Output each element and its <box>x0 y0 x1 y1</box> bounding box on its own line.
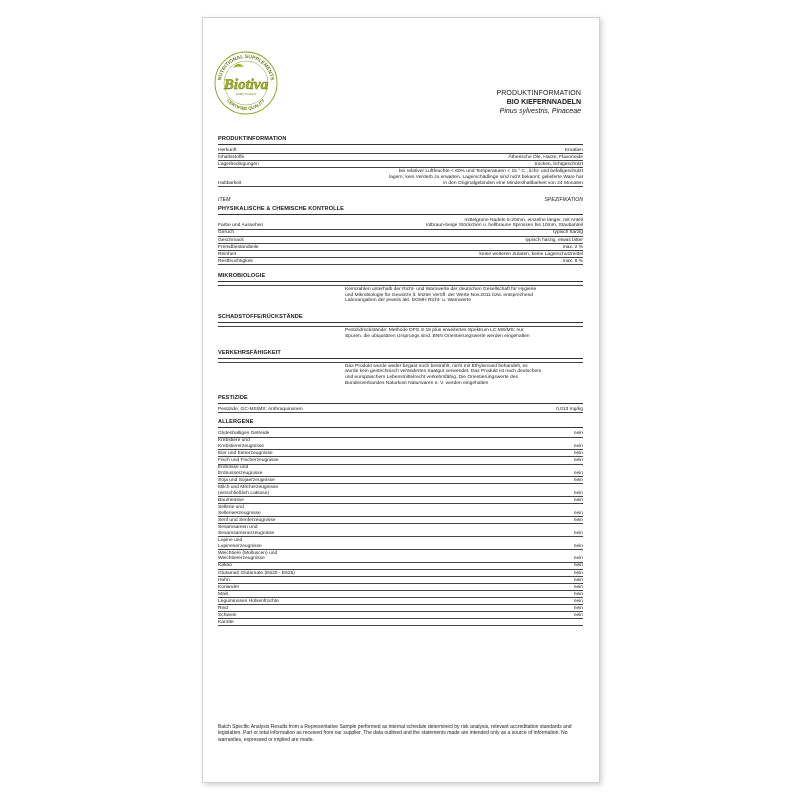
row-label: Schwein <box>218 613 237 619</box>
row-rule-left <box>218 625 346 626</box>
text-line: Erdnüsse und <box>218 465 249 471</box>
row-label: Inhaltsstoffe <box>218 154 245 160</box>
row-label <box>218 465 340 476</box>
section-title-schadstoffe: SCHADSTOFFE/RÜCKSTÄNDE <box>218 313 583 323</box>
row-label: Glutenhaltiges Getreide <box>218 431 270 437</box>
table-row <box>218 591 583 598</box>
row-label: Herkunft <box>218 147 237 153</box>
row-label <box>218 438 340 449</box>
table-row <box>218 161 583 168</box>
row-label: Leguminosen Hülsenfrüchte <box>218 598 279 604</box>
row-value: nein <box>573 490 583 496</box>
table-row <box>218 537 583 550</box>
paragraph-block <box>218 325 583 342</box>
doc-type: PRODUKTINFORMATION <box>496 90 581 97</box>
table-row <box>218 504 583 517</box>
text-line: Milch und Milcherzeugnisse <box>218 485 279 491</box>
row-label: Restfeuchtigkeit <box>218 258 253 264</box>
product-name: BIO KIEFERNNADELN <box>506 98 581 106</box>
row-value: typisch harzig <box>553 230 583 236</box>
row-value: nein <box>573 584 583 590</box>
table-row <box>218 497 583 504</box>
text-line: und Mikrobiologie für Gewürze lt. letzter Veröff. der Werte Nov.2011 bzw. entsprechend <box>345 292 534 298</box>
table-row <box>218 570 583 577</box>
table-row <box>218 438 583 451</box>
row-value: nein <box>573 517 583 523</box>
row-value: nein <box>573 444 583 450</box>
row-value: nein <box>573 451 583 457</box>
disclaimer: Batch Specific Analysis Results from a Representative Sample performed as internal schedule determined by risk analysis, relevant accreditation standards and legislation. Part or total information as received from our supplier. The data outlined and the statements made are intended only as a source of information. No warranties, expressed or implied are made. <box>218 724 572 743</box>
document-header <box>496 90 581 116</box>
table-row <box>218 598 583 605</box>
table-row <box>218 477 583 484</box>
section-title-pestizide: PESTIZIDE <box>218 394 583 404</box>
text-line: Das Produkt wurde weder begast noch bestrahlt, nicht mit Ethylenoxid behandelt, es <box>345 363 528 369</box>
section-title-verkehr: VERKEHRSFÄHIGKEIT <box>218 349 583 359</box>
item-header: ITEM <box>218 196 231 203</box>
logo-ring-bottom: CERTIFIED QUALITY <box>226 97 266 112</box>
table-row <box>218 450 583 457</box>
section-title-physikalisch: PHYSIKALISCHE & CHEMISCHE KONTROLLE <box>218 205 583 215</box>
row-label: Koriander <box>218 584 240 590</box>
row-value: nein <box>573 510 583 516</box>
spec-content <box>218 135 583 626</box>
row-rule-right <box>345 362 583 363</box>
table-row <box>218 154 583 161</box>
text-line: Spuren, die ubiquitären Ursprungs sind. BNN Orientierungswerte werden eingehalten <box>345 333 530 339</box>
row-rule-left <box>218 285 346 286</box>
text-line: Lupine und <box>218 537 243 543</box>
row-value: nein <box>573 530 583 536</box>
row-rule-right <box>345 264 583 265</box>
row-value: nein <box>573 458 583 464</box>
text-line: bei relativer Luftfeuchte < 60% und Temperaturen < 15 ° C , licht- und befallgeschützt <box>398 169 583 175</box>
row-value: nein <box>573 570 583 576</box>
text-line: Laborangaben der jeweils akt. DGMH Richt- u. Warnwerte <box>345 298 471 304</box>
row-rule-right <box>345 326 583 327</box>
text-line: Bundesverbandes Naturkost Naturwaren e. V. werden eingehalten <box>345 380 489 386</box>
table-row <box>218 251 583 258</box>
row-value <box>426 218 583 229</box>
row-rule-left <box>218 412 346 413</box>
row-rule-right <box>345 186 583 187</box>
row-label: Glutamat/ Glutamate (E620 - E625) <box>218 570 295 576</box>
table-row <box>218 584 583 591</box>
row-value: nein <box>573 598 583 604</box>
row-value: nein <box>573 606 583 612</box>
row-value: nein <box>573 563 583 569</box>
spec-column-header <box>218 193 583 205</box>
row-label <box>218 525 340 536</box>
section-title-mikrobiologie: MIKROBIOLOGIE <box>218 272 583 282</box>
row-label: Geruch <box>218 230 235 236</box>
text-line: in den Originalgebinden eine Mindesthaltbarkeit von 24 Monaten <box>443 180 583 186</box>
text-line: Sesamsamen und <box>218 525 258 531</box>
text-line: Sellerieerzeugnisse <box>218 510 261 516</box>
row-value <box>389 169 583 186</box>
spec-sheet <box>202 17 600 783</box>
species-name: Pinus sylvestris, Pinaceae <box>499 107 581 115</box>
table-row <box>218 457 583 464</box>
row-rule-left <box>218 264 346 265</box>
row-label: Reinheit <box>218 251 236 257</box>
text-line: Weichtiererzeugnisse <box>218 556 265 562</box>
table-row <box>218 484 583 497</box>
table-row <box>218 147 583 154</box>
row-value: nein <box>573 498 583 504</box>
row-value: nein <box>573 478 583 484</box>
row-label: Huhn <box>218 577 230 583</box>
specification-header: SPEZIFIKATION <box>544 196 583 203</box>
row-label: Baumnüsse <box>218 498 244 504</box>
text-line: (einschließlich Laktose) <box>218 490 270 496</box>
row-value: nein <box>573 431 583 437</box>
row-value: nein <box>573 591 583 597</box>
table-row <box>218 517 583 524</box>
row-value: Kroatien <box>564 147 583 153</box>
table-row <box>218 430 583 437</box>
paragraph-block <box>218 361 583 390</box>
text-line: Lupinenerzeugnisse <box>218 543 262 549</box>
row-value: nein <box>573 556 583 562</box>
table-row <box>218 406 583 413</box>
text-line: Pestizidrückstände: Methode DFG S 19 plus erweitertes Spektrum LC MS/MS: nur <box>345 328 524 334</box>
row-value: max. 9 % <box>562 258 583 264</box>
row-label <box>218 505 340 516</box>
logo-ring-top: NUTRITIONAL SUPPLEMENTS <box>217 53 275 81</box>
row-label: Kakao <box>218 563 232 569</box>
row-label: Geschmack <box>218 237 244 243</box>
row-label: Farbe und Aussehen <box>218 223 264 229</box>
biotiva-logo <box>211 48 281 118</box>
table-row <box>218 244 583 251</box>
row-value: 0,013 mg/kg <box>556 407 583 413</box>
row-label: Mais <box>218 591 229 597</box>
row-label: Eier und Eiererzeugnisse <box>218 451 273 457</box>
row-value: trocken, lichtgeschützt <box>534 162 583 168</box>
row-label: Karotte <box>218 620 234 626</box>
text-line: und europäischem Lebensmittelrecht verkehrsfähig. Die Orientierungswerte des <box>345 374 518 380</box>
table-row <box>218 258 583 265</box>
row-label: Lagerbedingungen <box>218 162 259 168</box>
table-row <box>218 168 583 187</box>
text-line: Sesamsamenerzeugnisse <box>218 530 275 536</box>
table-row <box>218 237 583 244</box>
text-line: rotbraun-beige Stöckchen u. hellbraune Sprossen bis 10mm, Staubanteil <box>425 223 583 229</box>
row-rule-left <box>218 362 346 363</box>
text-line: mittelgrüne Nadeln 5-20mm, einzelne länger, mit Anteil <box>464 217 583 223</box>
text-line: Erdnusserzeugnisse <box>218 471 263 477</box>
row-rule-right <box>345 412 583 413</box>
spacer <box>218 265 583 272</box>
table-row <box>218 230 583 237</box>
row-value: nein <box>573 471 583 477</box>
paragraph-block <box>218 284 583 307</box>
text-line: Krebstiererzeugnisse <box>218 444 264 450</box>
section-title-allergene: ALLERGENE <box>218 418 583 428</box>
row-value: nein <box>573 577 583 583</box>
paragraph-text <box>345 364 583 387</box>
table-row <box>218 612 583 619</box>
logo-brand: Biotiva <box>223 77 269 93</box>
row-rule-left <box>218 186 346 187</box>
row-label: Senf und Senferzeugnisse <box>218 517 276 523</box>
row-label <box>218 485 340 496</box>
table-row <box>218 550 583 563</box>
text-line: wurde kein gentechnisch verändertes Saatgut verwendet. Das Produkt ist nach deutschem <box>345 369 542 375</box>
text-line: Krebstiere und <box>218 438 250 444</box>
paragraph-text <box>345 287 583 304</box>
paragraph-text <box>345 328 583 339</box>
row-rule-left <box>218 326 346 327</box>
row-label: Fremdbestandteile <box>218 244 259 250</box>
text-line: Weichtiere (Molluscen) und <box>218 550 278 556</box>
row-rule-right <box>345 625 583 626</box>
row-label: Haltbarkeit <box>218 180 242 186</box>
row-label: Soja und Sojaerzeugnisse <box>218 478 275 484</box>
row-value: keine weiteren Zutaten, keine Lagerschutzmittel <box>479 251 583 257</box>
table-row <box>218 524 583 537</box>
table-row <box>218 563 583 570</box>
row-label: Rind <box>218 606 229 612</box>
table-row <box>218 217 583 230</box>
section-title-produktinformation: PRODUKTINFORMATION <box>218 135 583 145</box>
text-line: Keimzahlen unterhalb der Richt- und Warnwerte der deutschen Gesellschaft für Hygiene <box>345 287 537 293</box>
row-value: Ätherische Öle, Harze, Flavonoide <box>508 154 583 160</box>
row-rule-right <box>345 285 583 286</box>
table-row <box>218 465 583 478</box>
logo-tagline: Quality Products <box>235 92 257 96</box>
row-label <box>218 551 340 562</box>
text-line: Sellerie und <box>218 505 244 511</box>
text-line: lagern; kein Verderb zu erwarten. Lagerschädlinge sind nicht bekannt; gelieferte Ware hat <box>389 174 583 180</box>
row-value: nein <box>573 543 583 549</box>
table-row <box>218 577 583 584</box>
row-label: Fisch und Fischerzeugnisse <box>218 458 279 464</box>
row-value: typisch harzig, etwas bitter <box>525 237 583 243</box>
table-row <box>218 605 583 612</box>
row-label: Pestizide, GC-MS/MS: Anthraquinonen <box>218 407 303 413</box>
row-value: max. 2 % <box>562 244 583 250</box>
row-value: nein <box>573 613 583 619</box>
row-label <box>218 538 340 549</box>
table-row <box>218 619 583 626</box>
